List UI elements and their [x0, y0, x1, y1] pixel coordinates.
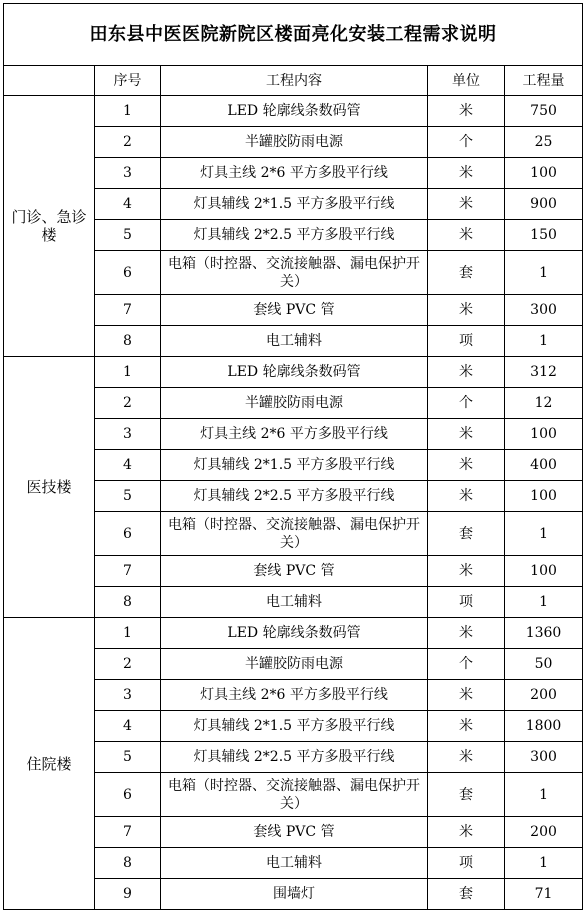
row-content-text: 围墙灯	[273, 886, 315, 902]
document-title: 田东县中医医院新院区楼面亮化安装工程需求说明	[4, 4, 583, 66]
row-seq-cell: 1	[95, 618, 161, 649]
row-unit-cell: 米	[428, 711, 505, 742]
table-row	[4, 357, 583, 388]
row-unit-cell: 米	[428, 189, 505, 220]
row-seq-cell: 1	[95, 96, 161, 127]
row-seq-cell: 2	[95, 388, 161, 419]
row-unit-cell: 米	[428, 742, 505, 773]
row-unit-cell: 套	[428, 512, 505, 556]
row-content-cell	[161, 556, 428, 587]
row-content-cell	[161, 587, 428, 618]
row-content-cell	[161, 711, 428, 742]
row-content-cell	[161, 295, 428, 326]
row-unit-cell: 个	[428, 388, 505, 419]
row-seq-cell: 8	[95, 848, 161, 879]
table-row	[4, 618, 583, 649]
row-seq-cell: 5	[95, 220, 161, 251]
row-qty-cell: 750	[505, 96, 583, 127]
row-content-text: 灯具主线 2*6 平方多股平行线	[200, 426, 388, 442]
row-seq-cell: 7	[95, 817, 161, 848]
row-seq-cell: 3	[95, 419, 161, 450]
row-content-cell	[161, 742, 428, 773]
row-content-text: 灯具辅线 2*1.5 平方多股平行线	[193, 457, 395, 473]
row-content-text: 灯具辅线 2*1.5 平方多股平行线	[193, 196, 395, 212]
row-qty-cell: 1	[505, 773, 583, 817]
row-qty-cell: 312	[505, 357, 583, 388]
row-content-cell	[161, 388, 428, 419]
row-qty-cell: 300	[505, 742, 583, 773]
row-unit-cell: 套	[428, 251, 505, 295]
row-qty-cell: 400	[505, 450, 583, 481]
row-content-text: 电工辅料	[266, 855, 322, 871]
row-unit-cell: 项	[428, 848, 505, 879]
row-seq-cell: 8	[95, 587, 161, 618]
row-content-text: 套线 PVC 管	[253, 302, 335, 318]
row-qty-cell: 100	[505, 419, 583, 450]
row-seq-cell: 4	[95, 711, 161, 742]
row-qty-cell: 25	[505, 127, 583, 158]
row-unit-cell: 项	[428, 587, 505, 618]
header-row	[4, 66, 583, 96]
row-content-cell	[161, 357, 428, 388]
row-seq-cell: 3	[95, 158, 161, 189]
header-blank-cell	[4, 66, 95, 96]
row-seq-cell: 7	[95, 556, 161, 587]
row-unit-cell: 米	[428, 481, 505, 512]
row-unit-cell: 米	[428, 450, 505, 481]
row-content-text: 电工辅料	[266, 333, 322, 349]
row-content-text: 套线 PVC 管	[253, 563, 335, 579]
row-qty-cell: 1	[505, 587, 583, 618]
building-group-label: 医技楼	[4, 357, 95, 618]
row-unit-cell: 米	[428, 618, 505, 649]
row-content-cell	[161, 618, 428, 649]
row-qty-cell: 1360	[505, 618, 583, 649]
building-group-label: 门诊、急诊楼	[4, 96, 95, 357]
row-content-cell	[161, 326, 428, 357]
row-seq-cell: 6	[95, 251, 161, 295]
row-qty-cell: 900	[505, 189, 583, 220]
row-content-cell	[161, 481, 428, 512]
table-row	[4, 96, 583, 127]
row-qty-cell: 50	[505, 649, 583, 680]
row-qty-cell: 150	[505, 220, 583, 251]
row-content-cell	[161, 817, 428, 848]
row-qty-cell: 1	[505, 848, 583, 879]
row-seq-cell: 1	[95, 357, 161, 388]
row-qty-cell: 200	[505, 680, 583, 711]
row-seq-cell: 5	[95, 481, 161, 512]
row-unit-cell: 套	[428, 879, 505, 910]
row-unit-cell: 米	[428, 158, 505, 189]
row-content-cell	[161, 220, 428, 251]
row-content-text: 灯具辅线 2*2.5 平方多股平行线	[193, 227, 395, 243]
row-unit-cell: 米	[428, 96, 505, 127]
row-content-text: 电箱（时控器、交流接触器、漏电保护开关）	[168, 777, 420, 812]
row-content-cell	[161, 189, 428, 220]
row-content-cell	[161, 649, 428, 680]
row-unit-cell: 米	[428, 357, 505, 388]
row-unit-cell: 套	[428, 773, 505, 817]
row-content-cell	[161, 450, 428, 481]
row-qty-cell: 100	[505, 158, 583, 189]
row-seq-cell: 4	[95, 450, 161, 481]
row-content-text: 灯具辅线 2*2.5 平方多股平行线	[193, 749, 395, 765]
row-content-cell	[161, 251, 428, 295]
building-group-label: 住院楼	[4, 618, 95, 910]
row-qty-cell: 200	[505, 817, 583, 848]
row-unit-cell: 个	[428, 127, 505, 158]
row-seq-cell: 9	[95, 879, 161, 910]
row-qty-cell: 100	[505, 481, 583, 512]
row-content-cell	[161, 96, 428, 127]
row-content-text: 半罐胶防雨电源	[245, 656, 343, 672]
row-seq-cell: 8	[95, 326, 161, 357]
row-content-text: LED 轮廓线条数码管	[227, 625, 361, 641]
row-seq-cell: 6	[95, 773, 161, 817]
row-unit-cell: 米	[428, 419, 505, 450]
header-content: 工程内容	[161, 66, 428, 96]
row-unit-cell: 个	[428, 649, 505, 680]
row-content-text: 半罐胶防雨电源	[245, 395, 343, 411]
row-seq-cell: 2	[95, 127, 161, 158]
row-content-cell	[161, 158, 428, 189]
row-unit-cell: 米	[428, 680, 505, 711]
row-unit-cell: 项	[428, 326, 505, 357]
row-content-text: 套线 PVC 管	[253, 824, 335, 840]
row-seq-cell: 4	[95, 189, 161, 220]
row-content-cell	[161, 680, 428, 711]
row-content-cell	[161, 419, 428, 450]
row-content-text: 半罐胶防雨电源	[245, 134, 343, 150]
row-qty-cell: 300	[505, 295, 583, 326]
row-content-text: 灯具辅线 2*2.5 平方多股平行线	[193, 488, 395, 504]
header-seq: 序号	[95, 66, 161, 96]
row-seq-cell: 7	[95, 295, 161, 326]
row-content-text: 灯具主线 2*6 平方多股平行线	[200, 165, 388, 181]
row-content-text: 电箱（时控器、交流接触器、漏电保护开关）	[168, 516, 420, 551]
row-qty-cell: 71	[505, 879, 583, 910]
row-content-text: LED 轮廓线条数码管	[227, 103, 361, 119]
row-seq-cell: 3	[95, 680, 161, 711]
row-qty-cell: 1	[505, 251, 583, 295]
row-content-cell	[161, 848, 428, 879]
row-qty-cell: 1	[505, 326, 583, 357]
row-qty-cell: 1	[505, 512, 583, 556]
row-content-text: 灯具辅线 2*1.5 平方多股平行线	[193, 718, 395, 734]
requirements-sheet	[3, 3, 582, 905]
row-content-text: 电箱（时控器、交流接触器、漏电保护开关）	[168, 255, 420, 290]
row-content-text: 电工辅料	[266, 594, 322, 610]
row-content-cell	[161, 512, 428, 556]
row-unit-cell: 米	[428, 817, 505, 848]
row-content-cell	[161, 127, 428, 158]
row-qty-cell: 12	[505, 388, 583, 419]
row-seq-cell: 6	[95, 512, 161, 556]
row-seq-cell: 5	[95, 742, 161, 773]
row-content-text: LED 轮廓线条数码管	[227, 364, 361, 380]
row-qty-cell: 1800	[505, 711, 583, 742]
row-unit-cell: 米	[428, 220, 505, 251]
row-content-text: 灯具主线 2*6 平方多股平行线	[200, 687, 388, 703]
row-unit-cell: 米	[428, 556, 505, 587]
row-content-cell	[161, 773, 428, 817]
row-content-cell	[161, 879, 428, 910]
header-qty: 工程量	[505, 66, 583, 96]
row-seq-cell: 2	[95, 649, 161, 680]
row-qty-cell: 100	[505, 556, 583, 587]
row-unit-cell: 米	[428, 295, 505, 326]
requirements-table	[3, 3, 583, 910]
header-unit: 单位	[428, 66, 505, 96]
